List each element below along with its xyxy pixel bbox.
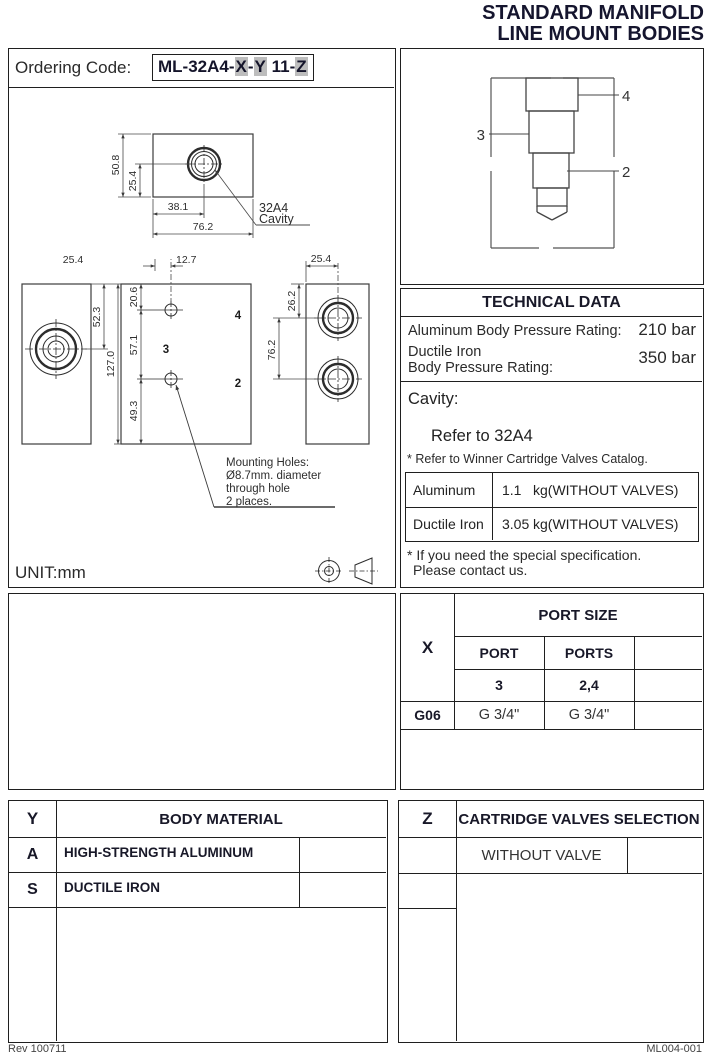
footer-revision: Rev 100711	[8, 1043, 67, 1055]
cavity-diagram-panel	[400, 48, 704, 285]
dim-front-top-hole: 20.6	[128, 286, 140, 308]
dim-top-center-offset: 25.4	[127, 170, 139, 192]
ordering-code-y: Y	[254, 57, 266, 76]
manifold-drawing	[9, 49, 394, 586]
page-title-line2: LINE MOUNT BODIES	[497, 23, 704, 45]
catalog-note: * Refer to Winner Cartridge Valves Catalog.	[407, 452, 648, 466]
dim-front-height: 127.0	[105, 350, 117, 378]
ordering-code-dash: -	[247, 57, 254, 76]
cavity-label: Cavity:	[408, 390, 459, 408]
mounting-note-line4: 2 places.	[226, 496, 273, 508]
port-col-sub: 3	[495, 677, 503, 693]
weight-row2-unit: kg(WITHOUT VALVES)	[533, 516, 679, 532]
cavity-callout-line1: 32A4	[259, 201, 289, 215]
technical-data-header: TECHNICAL DATA	[482, 293, 621, 311]
dim-right-width: 25.4	[310, 253, 332, 265]
cartridge-table-key: Z	[422, 809, 433, 828]
drawing-panel	[8, 48, 396, 588]
dim-front-bottom: 49.3	[128, 400, 140, 422]
port-table-x-key: X	[421, 637, 434, 657]
ductile-pressure-value: 350 bar	[638, 348, 696, 367]
weight-table	[405, 472, 699, 542]
cavity-body-outline	[491, 78, 614, 248]
aluminum-pressure-value: 210 bar	[638, 320, 696, 339]
dim-front-hole-span: 57.1	[128, 334, 140, 356]
weight-row1-unit: kg(WITHOUT VALVES)	[533, 482, 679, 498]
cavity-port-leaders	[489, 95, 619, 171]
cavity-section-diagram	[401, 49, 702, 283]
ports-col-header: PORTS	[564, 644, 614, 661]
port-label-3: 3	[162, 344, 170, 356]
ordering-code-prefix: ML-32A4-	[158, 57, 235, 76]
dim-top-height: 50.8	[110, 154, 122, 176]
special-spec-note-line1: * If you need the special specification.	[407, 547, 642, 563]
ordering-code-z: Z	[296, 57, 307, 76]
cartridge-valves-table	[398, 800, 704, 1043]
dim-left-width: 25.4	[62, 254, 84, 266]
port-size-table	[400, 593, 704, 790]
cavity-port-2-label: 2	[622, 164, 631, 181]
special-spec-note-line2: Please contact us.	[413, 562, 528, 578]
cartridge-table-header: CARTRIDGE VALVES SELECTION	[458, 810, 700, 828]
mounting-note-line2: Ø8.7mm. diameter	[226, 470, 322, 482]
cavity-value: Refer to 32A4	[431, 427, 533, 445]
weight-row2-material: Ductile Iron	[413, 516, 484, 532]
front-view-mounting-holes	[137, 301, 183, 388]
body-material-label-aluminum: HIGH-STRENGTH ALUMINUM	[64, 845, 254, 860]
front-view-outline	[121, 284, 251, 444]
body-material-code-s: S	[27, 880, 38, 898]
cavity-callout-line2: Cavity	[259, 212, 294, 226]
dim-front-hole-x: 12.7	[176, 254, 197, 266]
port-label-4: 4	[234, 310, 242, 322]
body-material-code-a: A	[26, 845, 39, 863]
body-material-label-ductile: DUCTILE IRON	[64, 880, 160, 895]
ordering-code-label: Ordering Code:	[15, 58, 132, 77]
cavity-port-4-label: 4	[622, 88, 631, 105]
weight-row1-value: 1.1	[502, 482, 522, 498]
ductile-pressure-label-line1: Ductile Iron	[408, 344, 482, 360]
body-material-table	[8, 800, 388, 1043]
right-view-ports	[314, 295, 362, 402]
projection-cone-icon	[349, 558, 378, 584]
ports24-size-value: G 3/4"	[568, 707, 610, 723]
dim-right-port-span: 76.2	[266, 339, 278, 361]
ordering-code-mid: 11-	[266, 57, 296, 76]
footer-doc-number: ML004-001	[646, 1043, 702, 1055]
left-view-outline	[22, 284, 91, 444]
page-title-line1: STANDARD MANIFOLD	[482, 2, 704, 24]
weight-row1-material: Aluminum	[413, 482, 476, 498]
mounting-note-line3: through hole	[226, 483, 290, 495]
cartridge-steps	[526, 78, 578, 220]
unit-label: UNIT:mm	[15, 563, 86, 582]
page-title	[482, 3, 704, 45]
port-col-header: PORT	[479, 644, 519, 661]
projection-target-icon	[315, 557, 343, 585]
weight-row2-value: 3.05	[502, 516, 530, 532]
empty-panel	[8, 593, 396, 790]
port-row-code: G06	[414, 707, 441, 723]
left-view-port	[25, 319, 87, 379]
ductile-pressure-label-line2: Body Pressure Rating:	[408, 360, 554, 376]
aluminum-pressure-label: Aluminum Body Pressure Rating:	[408, 323, 622, 339]
port-label-2: 2	[234, 378, 242, 390]
body-material-key: Y	[26, 809, 39, 828]
dim-right-top-port: 26.2	[286, 290, 298, 312]
cartridge-without-valve: WITHOUT VALVE	[481, 846, 602, 864]
top-view-outline	[153, 134, 253, 197]
cavity-port-3-label: 3	[476, 127, 485, 144]
body-material-header: BODY MATERIAL	[159, 810, 283, 828]
technical-data-panel	[400, 288, 704, 588]
dim-left-port-y: 52.3	[91, 306, 103, 328]
port3-size-value: G 3/4"	[478, 707, 520, 723]
dim-top-center-x: 38.1	[167, 201, 189, 213]
dim-top-width: 76.2	[192, 221, 214, 233]
ordering-code-x: X	[235, 57, 247, 76]
port-size-header: PORT SIZE	[538, 606, 618, 624]
ports-col-sub: 2,4	[579, 677, 599, 693]
mounting-note-line1: Mounting Holes:	[226, 457, 310, 469]
